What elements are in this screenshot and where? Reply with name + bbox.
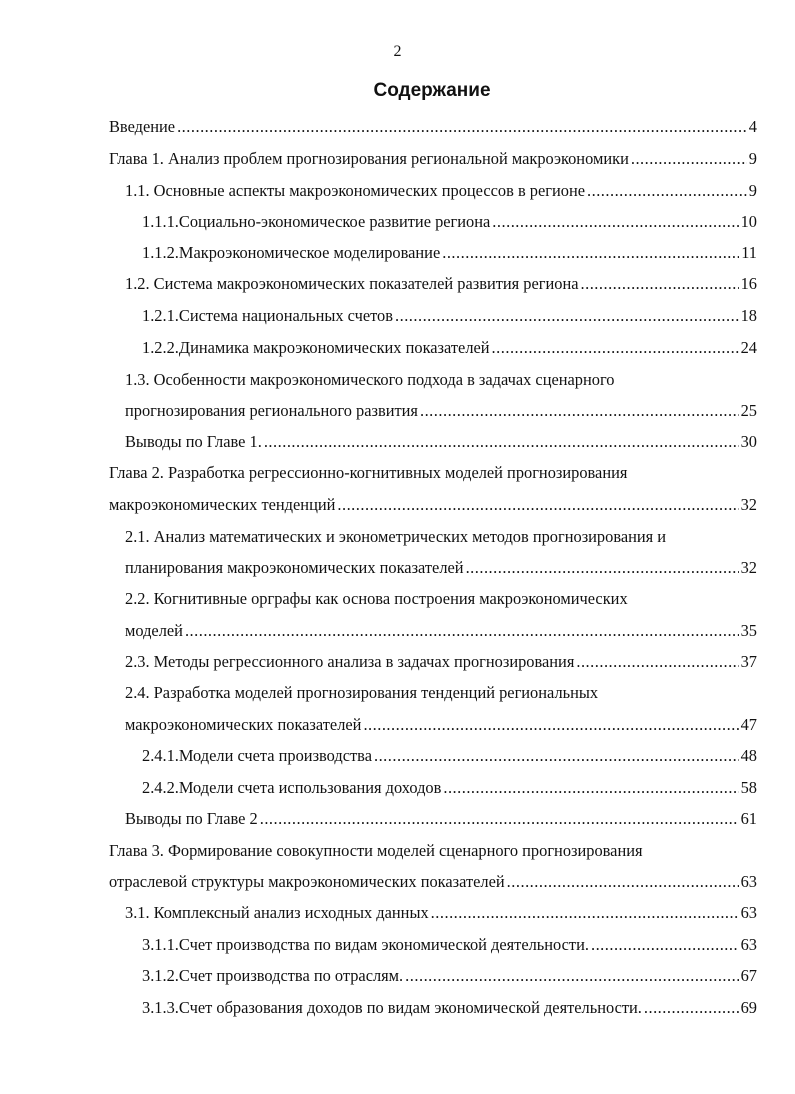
toc-entry-chapter-2[interactable] (109, 462, 757, 484)
toc-entry-title: Счет производства по видам экономической деятельности. (178, 935, 589, 954)
toc-entry-page: 37 (740, 652, 757, 671)
dot-leader (264, 431, 739, 453)
toc-entry-section-1-2[interactable] (125, 273, 757, 295)
toc-entry-subsection-1-1-1[interactable] (142, 211, 757, 233)
toc-entry-title: 2.3. Методы регрессионного анализа в задачах прогнозирования (125, 652, 575, 671)
toc-entry-number: 3.1.1. (142, 935, 179, 954)
toc-entry-subsection-2-4-2[interactable] (142, 777, 757, 799)
dot-leader (581, 273, 739, 295)
toc-entry-section-2-3[interactable] (125, 651, 757, 673)
dot-leader (395, 305, 739, 327)
toc-entry-section-2-4[interactable] (125, 682, 757, 704)
toc-entry-conclusions-2[interactable] (125, 808, 757, 830)
toc-entry-number: 1.2.2. (142, 338, 179, 357)
toc-entry-page: 9 (748, 149, 757, 168)
toc-entry-title: Счет образования доходов по видам экономической деятельности. (178, 998, 642, 1017)
dot-leader (431, 902, 739, 924)
toc-entry-title: планирования макроэкономических показателей (125, 558, 464, 577)
toc-entry-title: Глава 2. Разработка регрессионно-когнитивных моделей прогнозирования (109, 463, 628, 482)
toc-entry-section-2-1[interactable] (125, 526, 757, 548)
toc-entry-page: 47 (740, 715, 757, 734)
dot-leader (591, 934, 739, 956)
toc-entry-number: 2.4.2. (142, 778, 179, 797)
toc-entry-page: 16 (740, 274, 757, 293)
dot-leader (420, 400, 739, 422)
dot-leader (374, 745, 739, 767)
dot-leader (443, 777, 738, 799)
toc-entry-number: 1.1.1. (142, 212, 179, 231)
toc-entry-page: 18 (740, 306, 757, 325)
toc-entry-number: 1.2.1. (142, 306, 179, 325)
toc-entry-title: 1.1. Основные аспекты макроэкономических процессов в регионе (125, 181, 585, 200)
toc-entry-number: 2.4.1. (142, 746, 179, 765)
toc-entry-title: Глава 3. Формирование совокупности моделей сценарного прогнозирования (109, 841, 643, 860)
dot-leader (644, 997, 739, 1019)
toc-entry-page: 32 (740, 558, 757, 577)
toc-entry-title: Динамика макроэкономических показателей (178, 338, 490, 357)
toc-entry-title: 2.2. Когнитивные орграфы как основа построения макроэкономических (125, 589, 628, 608)
toc-entry-subsection-1-2-2[interactable] (142, 337, 757, 359)
toc-entry-section-2-4-continued[interactable] (125, 714, 757, 736)
toc-entry-section-3-1[interactable] (125, 902, 757, 924)
toc-entry-page: 69 (740, 998, 757, 1017)
page-number: 2 (393, 43, 402, 60)
toc-entry-title: макроэкономических тенденций (109, 495, 336, 514)
toc-entry-title: 2.1. Анализ математических и эконометрических методов прогнозирования и (125, 527, 667, 546)
toc-entry-page: 63 (740, 935, 757, 954)
toc-entry-page: 11 (741, 243, 757, 262)
toc-entry-page: 35 (740, 621, 757, 640)
toc-entry-chapter-2-continued[interactable] (109, 494, 757, 516)
toc-entry-page: 67 (740, 966, 757, 985)
toc-entry-subsection-1-2-1[interactable] (142, 305, 757, 327)
dot-leader (177, 116, 747, 138)
dot-leader (631, 148, 747, 170)
toc-entry-section-1-3-continued[interactable] (125, 400, 757, 422)
toc-entry-page: 25 (740, 401, 757, 420)
toc-entry-page: 9 (748, 181, 757, 200)
dot-leader (587, 180, 747, 202)
toc-entry-section-1-3[interactable] (125, 369, 757, 391)
toc-entry-page: 48 (740, 746, 757, 765)
toc-entry-title: Счет производства по отраслям. (178, 966, 404, 985)
toc-entry-title: 2.4. Разработка моделей прогнозирования тенденций региональных (125, 683, 599, 702)
toc-entry-title: Глава 1. Анализ проблем прогнозирования региональной макроэкономики (109, 149, 629, 168)
toc-entry-title: 3.1. Комплексный анализ исходных данных (125, 903, 429, 922)
toc-entry-subsection-3-1-1[interactable] (142, 934, 757, 956)
toc-entry-subsection-3-1-2[interactable] (142, 965, 757, 987)
dot-leader (466, 557, 739, 579)
toc-entry-page: 24 (740, 338, 757, 357)
dot-leader (492, 211, 738, 233)
toc-entry-title: Макроэкономическое моделирование (178, 243, 441, 262)
toc-entry-page: 32 (740, 495, 757, 514)
toc-entry-number: 3.1.3. (142, 998, 179, 1017)
toc-entry-title: 1.2. Система макроэкономических показателей развития региона (125, 274, 579, 293)
toc-entry-section-1-1[interactable] (125, 180, 757, 202)
toc-entry-title: Модели счета использования доходов (178, 778, 442, 797)
toc-entry-title: Модели счета производства (178, 746, 372, 765)
toc-entry-section-2-2-continued[interactable] (125, 620, 757, 642)
dot-leader (492, 337, 739, 359)
dot-leader (442, 242, 739, 264)
dot-leader (405, 965, 738, 987)
toc-entry-title: Социально-экономическое развитие региона (178, 212, 491, 231)
toc-entry-title: моделей (125, 621, 183, 640)
toc-entry-section-2-1-continued[interactable] (125, 557, 757, 579)
toc-entry-title: Введение (109, 117, 176, 136)
toc-entry-title: прогнозирования регионального развития (125, 401, 418, 420)
toc-entry-chapter-3-continued[interactable] (109, 871, 757, 893)
toc-entry-title: Система национальных счетов (178, 306, 393, 325)
toc-entry-page: 10 (740, 212, 757, 231)
dot-leader (507, 871, 739, 893)
toc-entry-page: 30 (740, 432, 757, 451)
toc-entry-title: Выводы по Главе 1. (125, 432, 262, 451)
toc-entry-number: 3.1.2. (142, 966, 179, 985)
toc-title: Содержание (373, 80, 491, 101)
toc-entry-chapter-1[interactable] (109, 148, 757, 170)
dot-leader (363, 714, 738, 736)
toc-entry-chapter-3[interactable] (109, 840, 757, 862)
toc-entry-subsection-3-1-3[interactable] (142, 997, 757, 1019)
toc-entry-page: 58 (740, 778, 757, 797)
dot-leader (185, 620, 739, 642)
toc-entry-section-2-2[interactable] (125, 588, 757, 610)
toc-entry-title: макроэкономических показателей (125, 715, 362, 734)
dot-leader (337, 494, 738, 516)
toc-entry-subsection-2-4-1[interactable] (142, 745, 757, 767)
toc-entry-page: 61 (740, 809, 757, 828)
toc-entry-title: 1.3. Особенности макроэкономического подхода в задачах сценарного (125, 370, 615, 389)
toc-entry-page: 63 (740, 872, 757, 891)
toc-entry-conclusions-1[interactable] (125, 431, 757, 453)
toc-entry-number: 1.1.2. (142, 243, 179, 262)
toc-entry-page: 4 (748, 117, 757, 136)
toc-entry-introduction[interactable] (109, 116, 757, 138)
toc-entry-title: Выводы по Главе 2 (125, 809, 258, 828)
toc-entry-subsection-1-1-2[interactable] (142, 242, 757, 264)
toc-entry-title: отраслевой структуры макроэкономических показателей (109, 872, 505, 891)
toc-entry-page: 63 (740, 903, 757, 922)
dot-leader (576, 651, 738, 673)
dot-leader (260, 808, 739, 830)
